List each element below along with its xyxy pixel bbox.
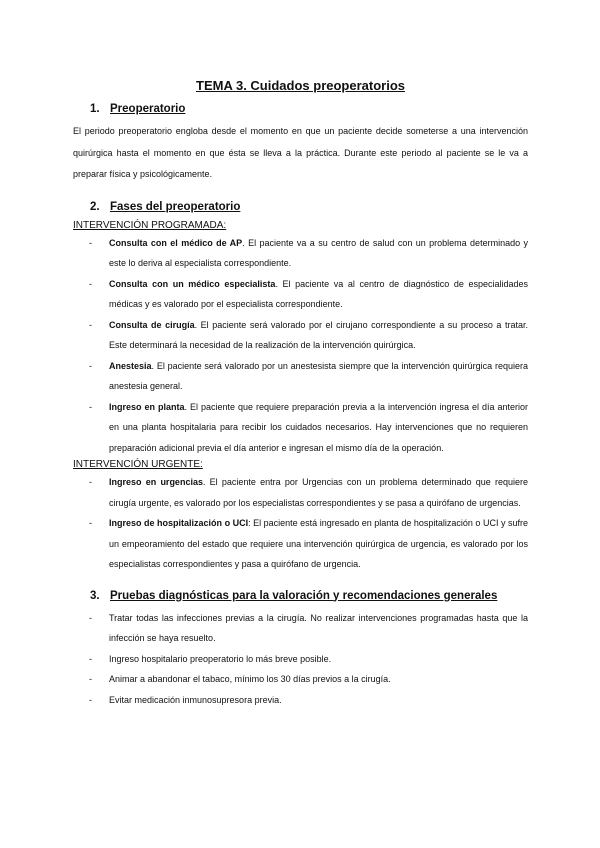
list-item: - Consulta de cirugía. El paciente será valorado por el cirujano correspondiente a su proceso a tratar. Este determinará la necesidad de la realización de la intervención quirúrgica. [89, 319, 529, 350]
document-title: TEMA 3. Cuidados preoperatorios [196, 78, 405, 93]
section-2-heading [73, 200, 528, 215]
list-item: - Ingreso de hospitalización o UCI: El paciente está ingresado en planta de hospitalización o UCI y sufre un empeoramiento del estado que requiere una intervención quirúrgica de urgencia, es valorado por los especialistas correspondientes y pasa a quirófano de urgencia. [89, 518, 528, 569]
list-item: - Tratar todas las infecciones previas a la cirugía. No realizar intervenciones programadas hasta que la infección se haya resuelto. [89, 612, 528, 643]
recommendations-list [73, 608, 528, 711]
section-3-heading [73, 589, 528, 604]
section-2-title: Fases del preoperatorio [110, 200, 241, 213]
subheading-programada: INTERVENCIÓN PROGRAMADA: [73, 219, 227, 231]
list-item: - Evitar medicación inmunosupresora previa. [89, 694, 282, 705]
section-1-paragraph: El periodo preoperatorio engloba desde el momento en que un paciente decide someterse a una intervención quirúrgica hasta el momento en que ésta se lleva a la práctica. Durante este periodo al paciente se le va a preparar física y psicológicamente. [73, 126, 528, 179]
list-item: - Consulta con un médico especialista. El paciente va al centro de diagnóstico de especialidades médicas y es valorado por el especialista correspondiente. [89, 278, 529, 309]
subheading-urgente: INTERVENCIÓN URGENTE: [73, 459, 203, 470]
section-1-title: Preoperatorio [110, 103, 186, 115]
list-item: - Consulta con el médico de AP. El paciente va a su centro de salud con un problema determinado y este lo deriva al especialista correspondiente. [89, 237, 528, 268]
section-1-heading [73, 102, 528, 117]
section-3-number: 3. [90, 589, 100, 602]
section-1-number: 1. [90, 103, 100, 115]
list-item: - Anestesia. El paciente será valorado por un anestesista siempre que la intervención quirúrgica requiera anestesia general. [89, 360, 528, 391]
list-item: - Animar a abandonar el tabaco, mínimo los 30 días previos a la cirugía. [89, 674, 391, 684]
list-item: - Ingreso hospitalario preoperatorio lo más breve posible. [89, 653, 332, 664]
section-3-title: Pruebas diagnósticas para la valoración y recomendaciones generales [110, 589, 498, 602]
urgente-list [73, 472, 528, 575]
programada-list [73, 233, 528, 459]
list-item: - Ingreso en urgencias. El paciente entra por Urgencias con un problema determinado que requiere cirugía urgente, es valorado por los especialistas correspondientes y se pasa a quirófano de urgencias. [89, 477, 529, 508]
section-2-number: 2. [90, 200, 100, 213]
list-item: - Ingreso en planta. El paciente que requiere preparación previa a la intervención ingresa el día anterior en una planta hospitalaria para recibir los cuidados necesarios. Hay intervenciones que no requieren preparación adicional previa el día anterior e ingresan el mismo día de la operación. [89, 401, 528, 453]
